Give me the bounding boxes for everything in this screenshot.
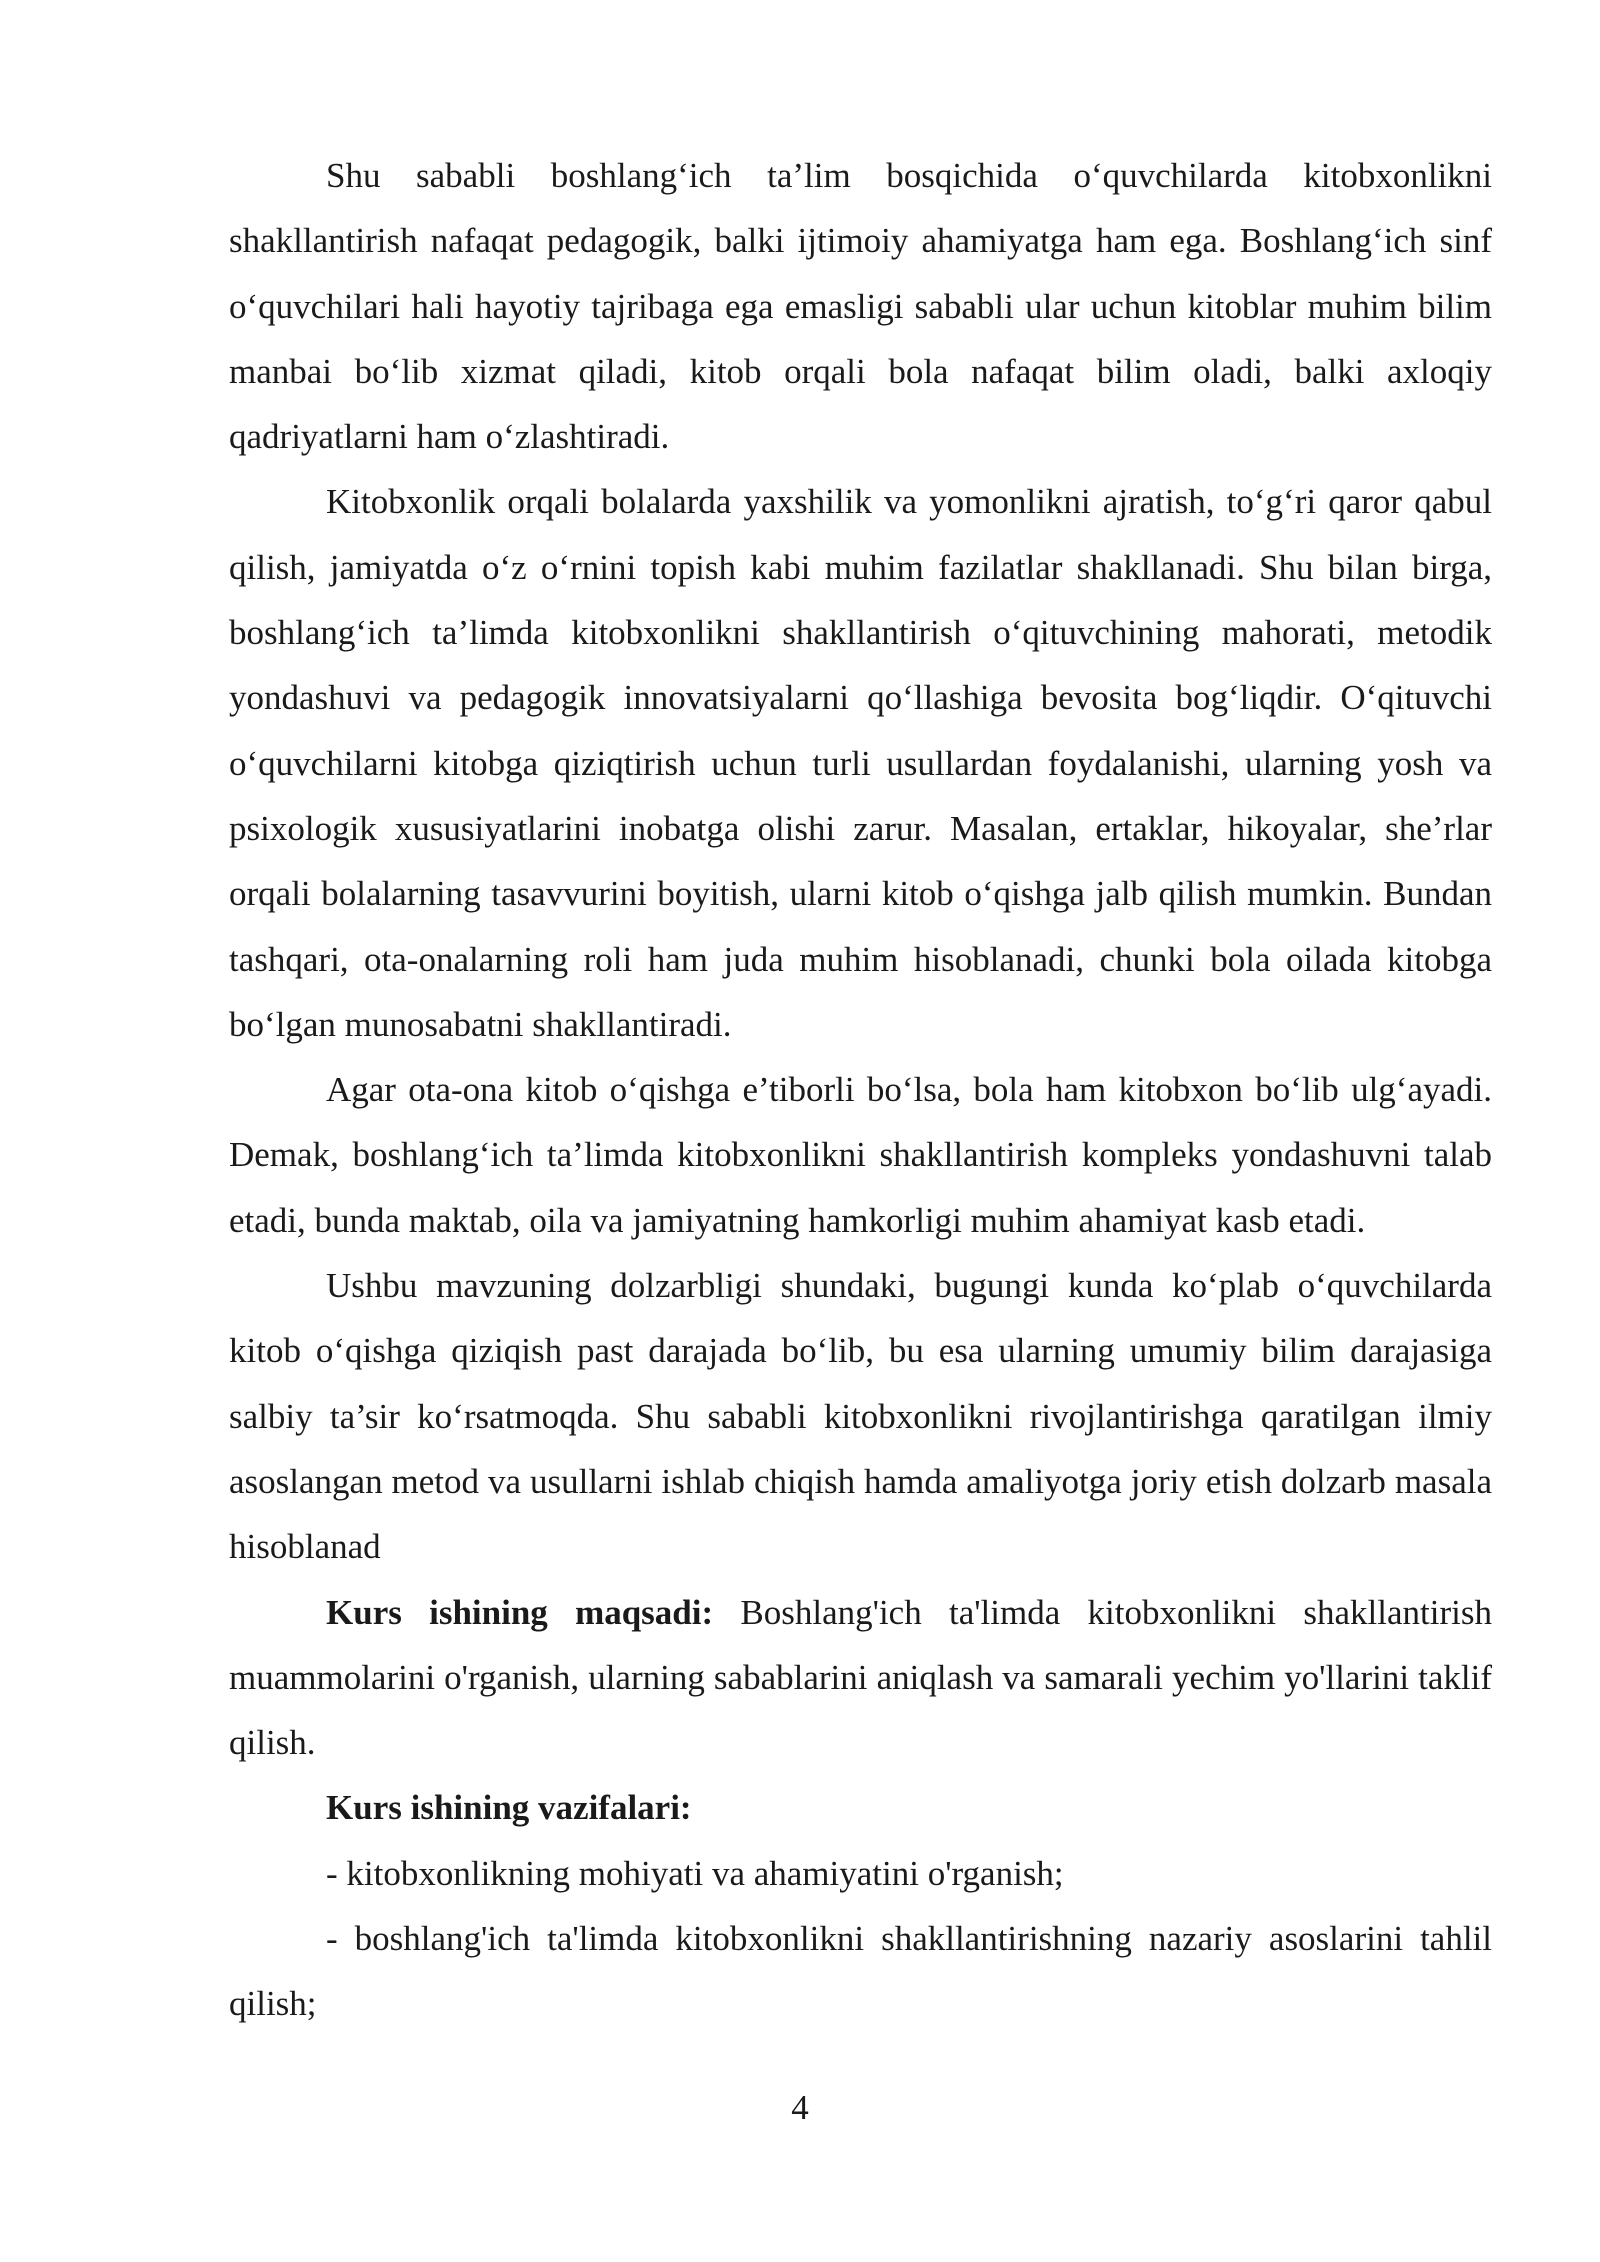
goal-label: Kurs ishining maqsadi: bbox=[326, 1592, 714, 1632]
tasks-heading: Kurs ishining vazifalari: bbox=[326, 1788, 692, 1828]
paragraph-1: Shu sababli boshlang‘ich ta’lim bosqichida o‘quvchilarda kitobxonlikni shakllantirish nafaqat pedagogik, balki ijtimoiy ahamiyatga ham ega. Boshlang‘ich sinf o‘quvchilari hali hayotiy tajribaga ega emasligi sababli ular uchun kitoblar muhim bilim manbai bo‘lib xizmat qiladi, kitob orqali bola nafaqat bilim oladi, balki axloqiy qadriyatlarni ham o‘zlashtiradi. bbox=[229, 156, 1492, 457]
task-item-2: - boshlang'ich ta'limda kitobxonlikni shakllantirishning nazariy asoslarini tahlil qilish; bbox=[229, 1919, 1492, 2024]
task-item-1: - kitobxonlikning mohiyati va ahamiyatini o'rganish; bbox=[326, 1853, 1064, 1893]
page-body bbox=[229, 143, 1492, 2037]
paragraph-2: Kitobxonlik orqali bolalarda yaxshilik va yomonlikni ajratish, to‘g‘ri qaror qabul qilish, jamiyatda o‘z o‘rnini topish kabi muhim fazilatlar shakllanadi. Shu bilan birga, boshlang‘ich ta’limda kitobxonlikni shakllantirish o‘qituvchining mahorati, metodik yondashuvi va pedagogik innovatsiyalarni qo‘llashiga bevosita bog‘liqdir. O‘qituvchi o‘quvchilarni kitobga qiziqtirish uchun turli usullardan foydalanishi, ularning yosh va psixologik xususiyatlarini inobatga olishi zarur. Masalan, ertaklar, hikoyalar, she’rlar orqali bolalarning tasavvurini boyitish, ularni kitob o‘qishga jalb qilish mumkin. Bundan tashqari, ota-onalarning roli ham juda muhim hisoblanadi, chunki bola oilada kitobga bo‘lgan munosabatni shakllantiradi. bbox=[229, 482, 1492, 1044]
goal-text: Boshlang'ich ta'limda kitobxonlikni shakllantirish muammolarini o'rganish, ularning sabablarini aniqlash va samarali yechim yo'llarini taklif qilish. bbox=[229, 1592, 1492, 1763]
paragraph-4: Ushbu mavzuning dolzarbligi shundaki, bugungi kunda ko‘plab o‘quvchilarda kitob o‘qishga qiziqish past darajada bo‘lib, bu esa ularning umumiy bilim darajasiga salbiy ta’sir ko‘rsatmoqda. Shu sababli kitobxonlikni rivojlantirishga qaratilgan ilmiy asoslangan metod va usullarni ishlab chiqish hamda amaliyotga joriy etish dolzarb masala hisoblanad bbox=[229, 1266, 1492, 1567]
page-number: 4 bbox=[791, 2088, 809, 2127]
paragraph-3: Agar ota-ona kitob o‘qishga e’tiborli bo‘lsa, bola ham kitobxon bo‘lib ulg‘ayadi. Demak, boshlang‘ich ta’limda kitobxonlikni shakllantirish kompleks yondashuvni talab etadi, bunda maktab, oila va jamiyatning hamkorligi muhim ahamiyat kasb etadi. bbox=[229, 1070, 1492, 1240]
goal-paragraph bbox=[229, 1580, 1492, 1776]
